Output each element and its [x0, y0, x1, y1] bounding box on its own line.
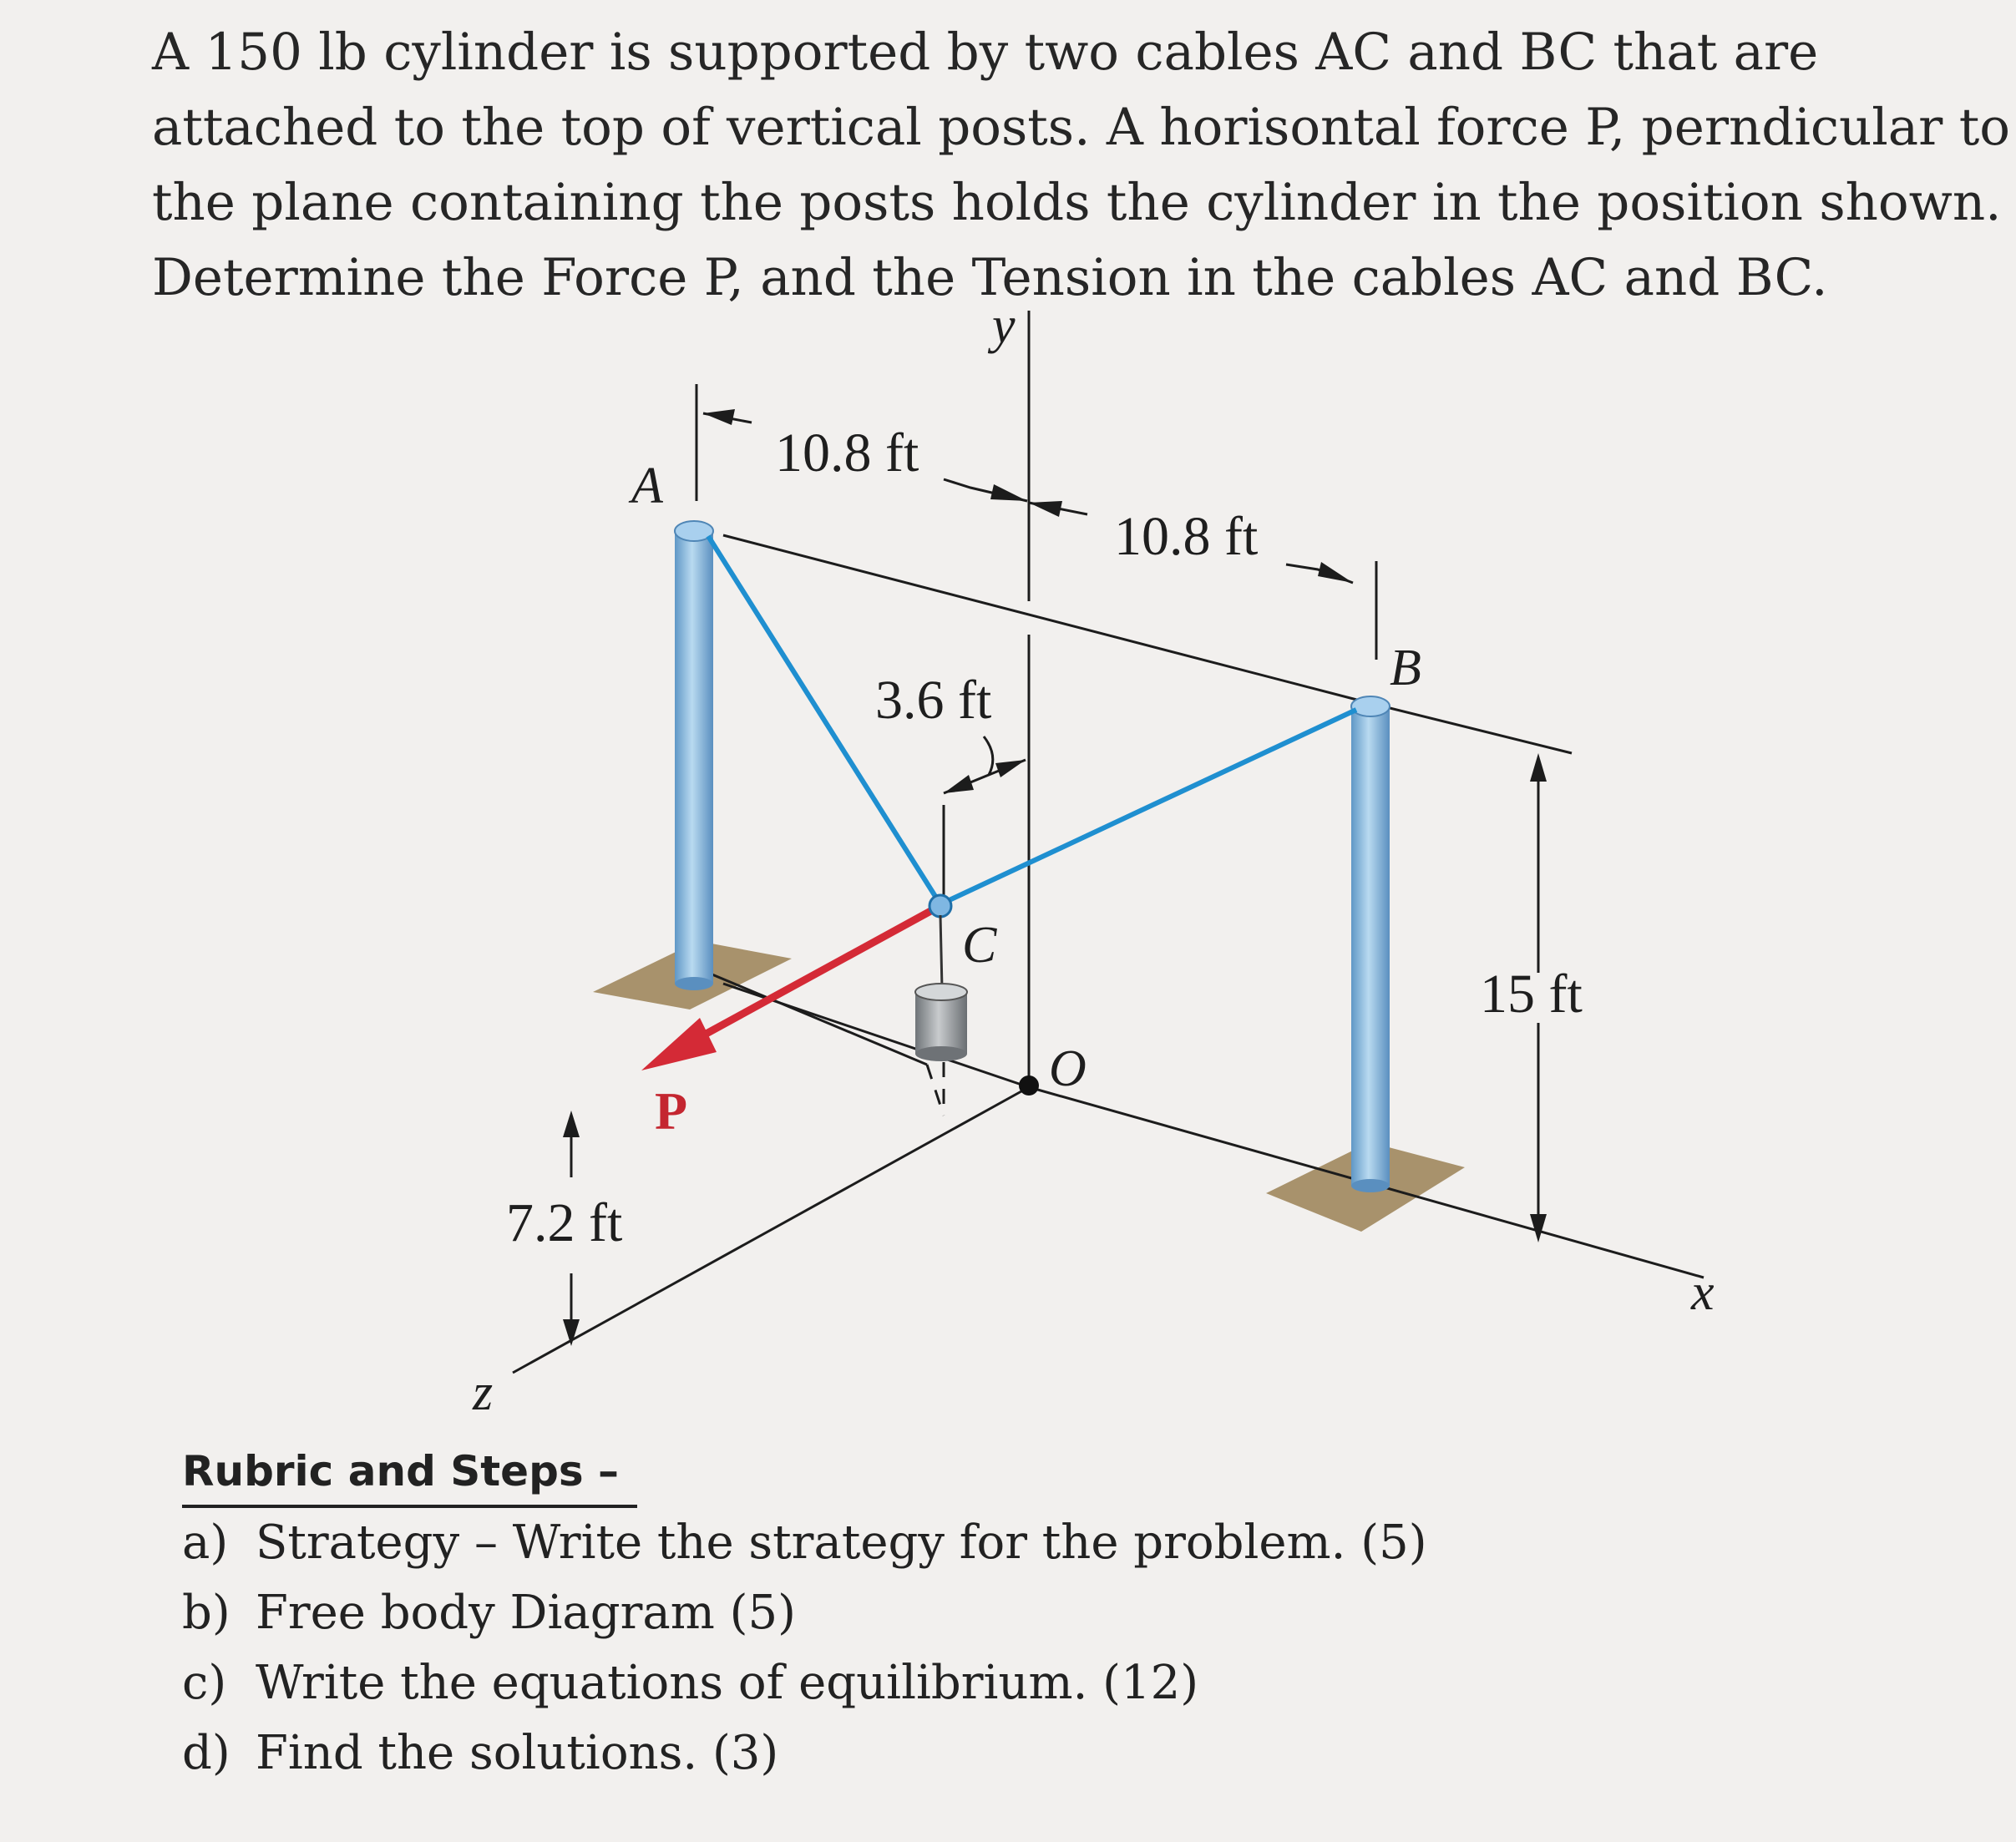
- axis-label-x: x: [1691, 1264, 1715, 1321]
- problem-line: attached to the top of vertical posts. A horisontal force P, perndicular to: [152, 98, 2010, 157]
- rubric-item: [182, 1508, 1685, 1578]
- rubric-title: Rubric and Steps –: [182, 1438, 637, 1508]
- rubric-item-mark: d): [182, 1726, 230, 1780]
- point-label-o: O: [1049, 1040, 1087, 1097]
- post-b: [1351, 696, 1390, 1192]
- rubric-item-text: Find the solutions. (3): [256, 1726, 779, 1780]
- problem-line: the plane containing the posts holds the cylinder in the position shown.: [152, 173, 2002, 232]
- cable-bc: [940, 710, 1356, 904]
- post-a: [675, 521, 713, 990]
- rubric-item-text: Strategy – Write the strategy for the problem. (5): [256, 1516, 1427, 1570]
- dimension-label-a-to-y: 10.8 ft: [775, 423, 919, 483]
- rubric-section: [182, 1438, 1685, 1789]
- force-label-p: P: [655, 1081, 688, 1141]
- rubric-item-mark: b): [182, 1586, 230, 1640]
- dimension-label-c-offset: 3.6 ft: [875, 670, 992, 731]
- rubric-item-mark: c): [182, 1656, 227, 1710]
- point-label-c: C: [962, 917, 997, 974]
- dimension-label-y-to-b: 10.8 ft: [1114, 506, 1259, 567]
- rubric-item-text: Write the equations of equilibrium. (12): [256, 1656, 1199, 1710]
- rubric-item: [182, 1718, 1685, 1789]
- point-c-ring: [929, 895, 951, 917]
- problem-line: Determine the Force P, and the Tension in the cables AC and BC.: [152, 248, 1828, 307]
- rubric-item: [182, 1648, 1685, 1718]
- rubric-list: [182, 1508, 1685, 1789]
- axis-label-y: y: [992, 297, 1016, 354]
- point-label-a: A: [631, 458, 663, 514]
- rubric-item-text: Free body Diagram (5): [256, 1586, 796, 1640]
- rubric-item-mark: a): [182, 1516, 229, 1570]
- axis-label-z: z: [473, 1364, 494, 1421]
- origin-dot: [1019, 1075, 1039, 1096]
- rubric-item: [182, 1578, 1685, 1648]
- hanging-cylinder: [915, 915, 967, 1061]
- point-label-b: B: [1390, 640, 1421, 696]
- problem-line: A 150 lb cylinder is supported by two cables AC and BC that are: [152, 23, 1819, 82]
- dimension-label-p-offset: 7.2 ft: [506, 1192, 623, 1253]
- dimension-label-post-height: 15 ft: [1480, 964, 1583, 1025]
